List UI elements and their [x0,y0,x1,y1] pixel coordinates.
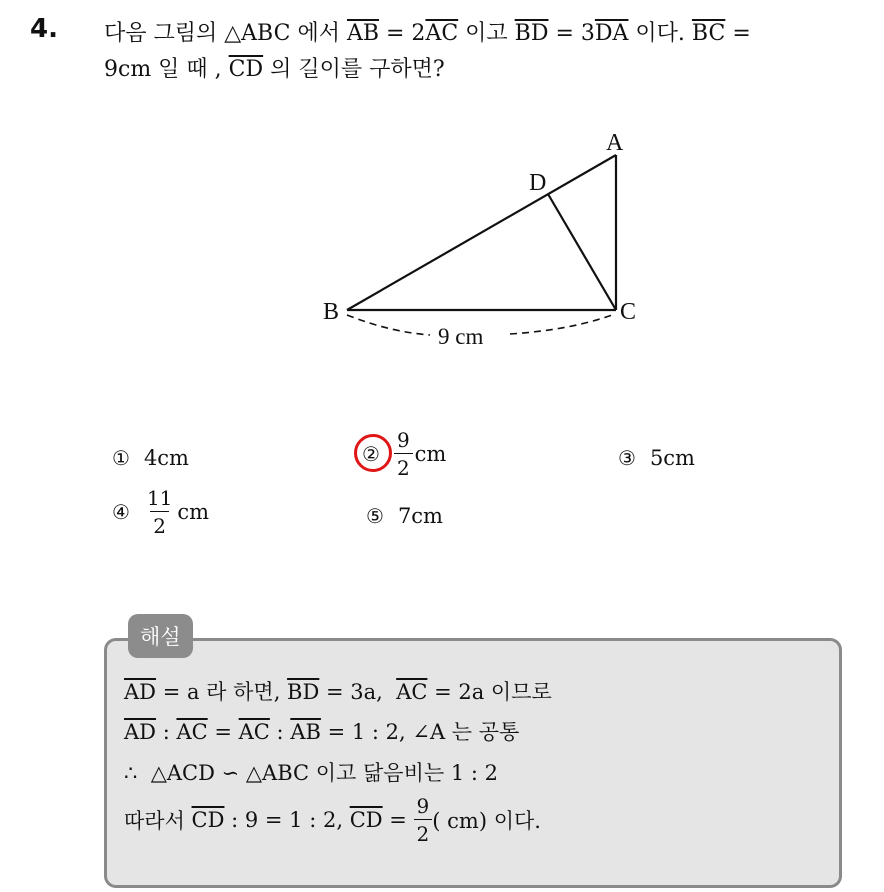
side-ab [347,155,616,310]
vertex-label-a: A [606,130,624,156]
fraction-numerator: 11 [146,486,173,510]
text-run: 9cm 일 때 , [104,57,229,82]
text-run: 다음 그림의 △ABC 에서 [104,21,347,46]
choice-number-glyph: ② [362,442,380,466]
segment-cd-line [548,194,616,310]
solution-tag: 해설 [128,614,193,658]
text-run: = 3 [548,21,595,46]
choice-value: 7cm [397,504,443,528]
text-run: : [269,720,291,744]
question-number: 4. [30,14,58,44]
text-run: = 1 : 2, ∠A 는 공통 [320,720,520,744]
segment-ac: $\overline{AC}$ [176,720,208,744]
segment-ac: $\overline{AC}$ [396,680,428,704]
choice-number: ③ [618,446,636,470]
fraction [414,796,433,844]
segment-ab: $\overline{AB}$ [290,720,321,744]
fraction-denominator: 2 [394,453,413,478]
segment-bd: $\overline{BD}$ [287,680,320,704]
text-run: = [207,720,239,744]
segment-bd: $\overline{BD}$ [514,21,549,46]
unit: cm [177,500,210,524]
segment-cd: $\overline{CD}$ [191,808,225,832]
fraction-numerator: 9 [396,428,410,452]
segment-ab: $\overline{AB}$ [346,21,380,46]
question-line-2 [104,52,864,88]
text-run: 의 길이를 구하면? [263,57,445,82]
fraction-denominator: 2 [150,511,169,536]
choice-value [144,488,209,536]
text-run: 이다. [628,21,692,46]
triangle-figure [300,110,660,370]
text-run: : [156,720,177,744]
selected-mark-circle [354,434,392,472]
choice-4[interactable] [112,488,209,536]
length-label-bc: 9 cm [438,324,484,349]
text-run: = 2 [379,21,426,46]
text-run: = [382,808,414,832]
vertex-label-d: D [529,170,547,196]
text-run: ∴ △ACD ∽ △ABC 이고 닮음비는 1 : 2 [124,761,498,785]
choice-3[interactable] [618,446,695,470]
choice-value: 4cm [143,446,189,470]
text-run: 따라서 [124,809,192,833]
fraction [394,430,413,478]
choice-number: ④ [112,500,130,524]
question-line-1 [104,16,864,52]
dimension-arc-right [510,315,612,334]
unit: cm [414,442,447,466]
solution-line-1 [124,676,552,706]
text-run: = 3a, [319,680,397,704]
text-run: 이고 [458,21,515,46]
choice-number: ⑤ [366,504,384,528]
fraction-numerator: 9 [416,794,430,818]
segment-ac: $\overline{AC}$ [238,720,270,744]
solution-line-2 [124,716,519,746]
segment-ac: $\overline{AC}$ [425,21,459,46]
solution-line-4 [124,796,541,844]
choice-value [394,430,446,478]
segment-cd: $\overline{CD}$ [349,808,383,832]
fraction [144,488,175,536]
choice-value: 5cm [649,446,695,470]
choice-2[interactable] [362,430,446,478]
text-run: = a 라 하면, [156,680,288,704]
vertex-label-b: B [323,299,340,325]
dimension-arc-left [347,315,430,335]
choice-1[interactable] [112,446,189,470]
segment-ad: $\overline{AD}$ [124,720,157,744]
text-run: = 2a 이므로 [427,680,552,704]
choice-number: ① [112,446,130,470]
choice-number [362,442,380,466]
vertex-label-c: C [620,299,637,325]
text-run: = [725,21,751,46]
segment-da: $\overline{DA}$ [594,21,629,46]
solution-line-3 [124,757,498,787]
text-run: : 9 = 1 : 2, [224,808,350,832]
segment-cd: $\overline{CD}$ [228,57,264,82]
question-text [104,16,864,88]
fraction-denominator: 2 [414,819,433,844]
text-run: ( cm) 이다. [432,809,541,833]
segment-bc: $\overline{BC}$ [691,21,726,46]
segment-ad: $\overline{AD}$ [124,680,157,704]
choice-5[interactable] [366,504,443,528]
